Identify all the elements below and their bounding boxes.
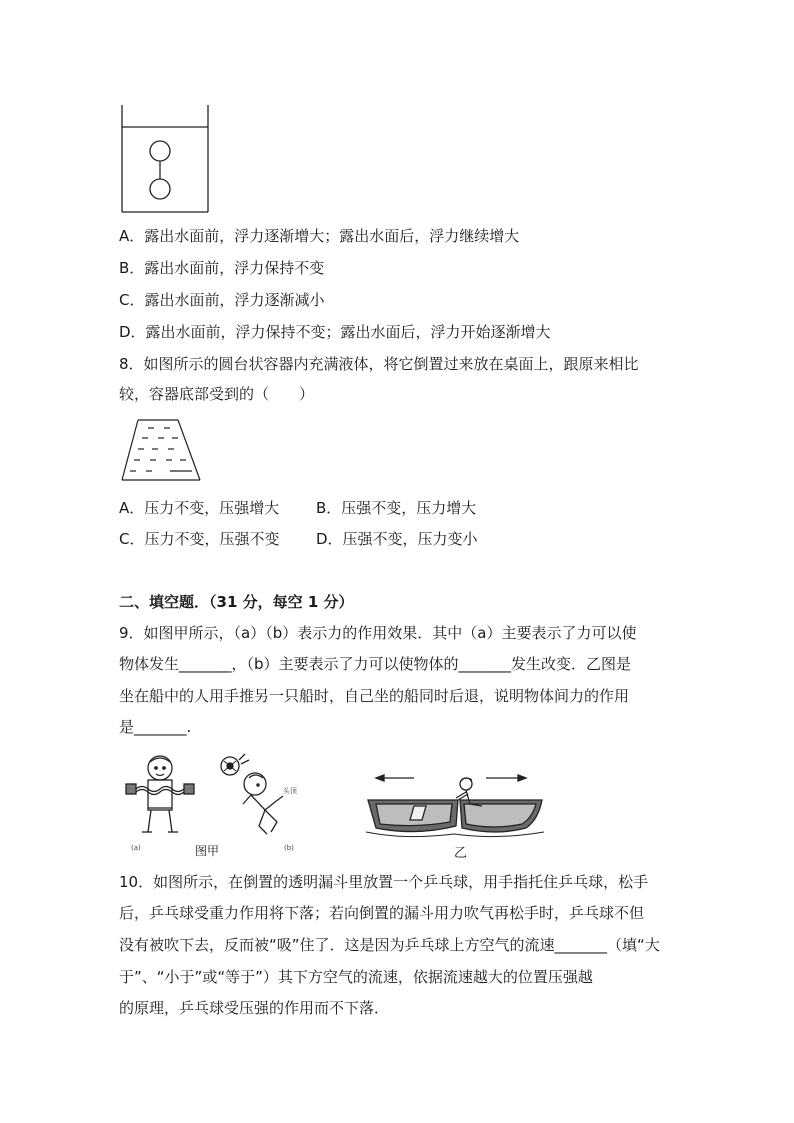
q9-line1: 9．如图甲所示，（a）（b）表示力的作用效果．其中（a）主要表示了力可以使 <box>119 624 637 642</box>
q10-line1: 10．如图所示，在倒置的透明漏斗里放置一个乒乓球，用手指托住乒乓球，松手 <box>119 873 649 891</box>
q7-option-c: C．露出水面前，浮力逐渐减小 <box>119 291 325 309</box>
q10-line3: 没有被吹下去，反而被“吸”住了．这是因为乒乓球上方空气的流速_______（填“大 <box>119 936 660 954</box>
q10-line2: 后，乒乓球受重力作用将下落；若向倒置的漏斗用力吹气再松手时，乒乓球不但 <box>119 904 645 922</box>
q9-fig-yi-boats <box>366 770 544 838</box>
q8-option-c: C．压力不变，压强不变 <box>119 530 280 548</box>
q9-caption-jia: 图甲 <box>195 844 220 858</box>
q8-option-b: B．压强不变，压力增大 <box>316 499 477 517</box>
q9-fig-b-heading-ball <box>215 752 300 842</box>
q7-option-b: B．露出水面前，浮力保持不变 <box>119 259 325 277</box>
q7-container-figure <box>120 105 210 215</box>
q9-line3: 坐在船中的人用手推另一只船时，自己坐的船同时后退，说明物体间力的作用 <box>119 687 630 705</box>
section-heading-fill-in: 二、填空题．（31 分，每空 1 分） <box>119 593 354 611</box>
q9-caption-yi: 乙 <box>454 846 468 861</box>
q9-label-head: 头顶 <box>283 787 297 795</box>
q9-fig-a-stretching-boy <box>118 752 203 842</box>
q8-option-d: D．压强不变，压力变小 <box>316 530 478 548</box>
q8-stem-line1: 8．如图所示的圆台状容器内充满液体，将它倒置过来放在桌面上，跟原来相比 <box>119 355 639 373</box>
q9-label-a: (a) <box>131 844 141 852</box>
q10-line4: 于”、“小于”或“等于”）其下方空气的流速，依据流速越大的位置压强越 <box>119 968 593 986</box>
q8-option-a: A．压力不变，压强增大 <box>119 499 280 517</box>
q9-label-b: (b) <box>284 844 294 852</box>
q9-line4: 是_______. <box>119 718 192 736</box>
q10-line5: 的原理，乒乓球受压强的作用而不下落． <box>119 999 390 1017</box>
q9-line2: 物体发生_______，（b）主要表示了力可以使物体的_______发生改变．乙图是 <box>119 655 632 673</box>
q7-option-d: D．露出水面前，浮力保持不变；露出水面后，浮力开始逐渐增大 <box>119 323 551 341</box>
q8-frustum-figure <box>120 418 202 484</box>
q8-stem-line2: 较，容器底部受到的（ ） <box>119 385 315 403</box>
q7-option-a: A．露出水面前，浮力逐渐增大；露出水面后，浮力继续增大 <box>119 227 520 245</box>
